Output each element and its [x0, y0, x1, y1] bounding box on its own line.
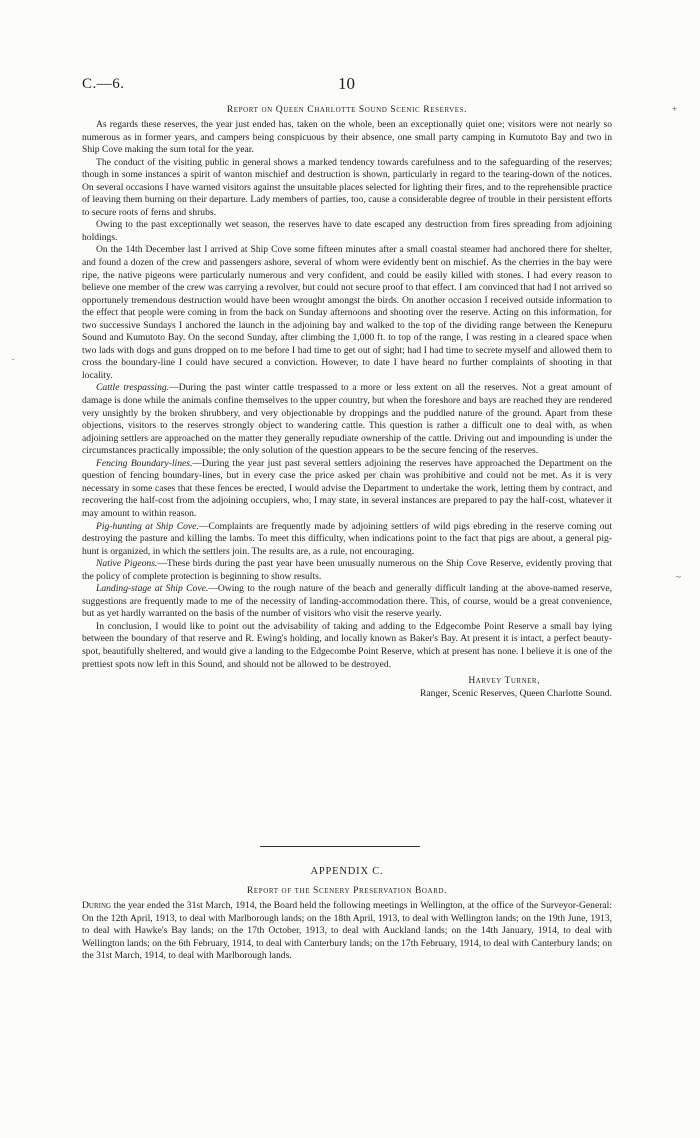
appendix-heading: APPENDIX C. — [310, 866, 384, 877]
paragraph — [82, 382, 612, 457]
paragraph-text: —Complaints are frequently made by adjoining settlers of wild pigs ebreding in the reserve coming out destroying the pasture and killing the lambs. To meet this difficulty, when indications point to the fact that pigs are about, a general pig-hunt is organized, in which the settlers join. The results are, as a rule, not encouraging. — [82, 520, 612, 557]
paragraph: In conclusion, I would like to point out the advisability of taking and adding to the Edgecombe Point Reserve a small bay lying between the boundary of that reserve and R. Ewing's holding, and locally known as Baker's Bay. At present it is intact, a perfect beauty-spot, beautifully sheltered, and would give a landing to the Edgecombe Point Reserve, which at present has none. I believe it is one of the prettiest spots now left in this Sound, and should not be allowed to be destroyed. — [82, 620, 612, 670]
paragraph — [82, 558, 612, 583]
ranger-report — [82, 105, 612, 700]
margin-mark: ~ — [676, 572, 681, 582]
paragraph: The conduct of the visiting public in general shows a marked tendency towards carefulness and to the safeguarding of the reserves; though in some instances a spirit of wanton mischief and destruction is shown, particularly in regard to the tearing-down of the notices. On several occasions I have warned visitors against the unsuitable places selected for lighting their fires, and to the reprehensible practice of leaving them burning on their departure. Lady members of parties, too, cause a considerable degree of trouble in their persistent efforts to secure roots of ferns and shrubs. — [82, 156, 612, 218]
first-word: During — [82, 900, 112, 911]
page-number: 10 — [338, 74, 355, 93]
paragraph-lead: Fencing Boundary-lines. — [96, 457, 193, 469]
appendix-title: Report of the Scenery Preservation Board. — [246, 886, 448, 896]
paragraph-text: —Owing to the rough nature of the beach and generally difficult landing at the above-named reserve, suggestions are frequently made to me of the necessity of landing-accommodation there. This, of course, would be a great convenience, but as yet hardly warranted on the basis of the number of visitors who visit the reserve yearly. — [82, 583, 613, 620]
appendix-section — [82, 866, 612, 963]
signature-name: Harvey Turner, — [468, 675, 540, 687]
paragraph-text: —During the year just past several settlers adjoining the reserves have approached the Department on the question of fencing boundary-lines, but in every case the price asked per chain was prohibitive and could not be met. As it is very necessary in some cases that these fences be erected, I would advise the Department to undertake the work, letting them by contract, and recovering the half-cost from the adjoining occupiers, who, I may state, in several instances are prepared to pay the half-cost, whatever it may amount to within reason. — [82, 457, 612, 519]
signature — [82, 674, 612, 700]
paragraph: On the 14th December last I arrived at Ship Cove some fifteen minutes after a small coastal steamer had anchored there for shelter, and found a dozen of the crew and passengers ashore, several of whom were evidently bent on mischief. As the cherries in the bay were ripe, the native pigeons were particularly numerous and very confident, and could be easily killed with stones. I had every reason to believe one member of the crew was carrying a revolver, but could not secure proof to that effect. I am convinced that had I not arrived so opportunely tremendous destruction would have been wrought amongst the birds. On another occasion I received outside information to the effect that people were coming in from the back on Sunday afternoons and shooting over the reserve. Acting on this information, for two successive Sundays I anchored the launch in the adjoining bay and walked to the top of the dividing range between the Kenepuru Sound and Kumutoto Bay. On the second Sunday, after climbing the 1,000 ft. to top of the range, I was resting in a cleared space when two lads with dogs and guns dropped on to me before I had time to get out of sight; had I had time to secrete myself and allowed them to cross the boundary-line I could have secured a conviction. However, to date I have heard no further complaints of shooting in that locality. — [82, 244, 612, 381]
paragraph: Owing to the past exceptionally wet season, the reserves have to date escaped any destruction from fires spreading from adjoining holdings. — [82, 219, 612, 243]
paragraph — [82, 900, 612, 963]
paragraph-lead: Native Pigeons. — [96, 558, 158, 570]
margin-mark: + — [672, 104, 678, 114]
paragraph-text: —These birds during the past year have been unusually numerous on the Ship Cove Reserve, evidently proving that the policy of complete protection is beginning to show results. — [82, 558, 612, 582]
signature-title: Ranger, Scenic Reserves, Queen Charlotte Sound. — [420, 688, 612, 700]
paragraph: As regards these reserves, the year just ended has, taken on the whole, been an exceptionally quiet one; visitors were not nearly so numerous as in former years, and campers being conspicuous by their absence, one small party camping in Kumutoto Bay and two in Ship Cove making the sum total for the year. — [82, 119, 612, 156]
paragraph-text: —During the past winter cattle trespassed to a more or less extent on all the reserves. Not a great amount of damage is done while the animals confine themselves to the upper country, but when the foreshore and bays are reached they are rendered very unsightly by the broken shrubbery, and very objectionable by droppings and the puddled nature of the ground. Apart from these objections, visitors to the reserves strongly object to wandering cattle. This question is rather a difficult one to deal with, as when adjoining settlers are approached on the matter they generally repudiate ownership of the cattle. Driving out and impounding is under the circumstances practically impossible; the only solution of the question appears to be the secure fencing of the reserves. — [82, 382, 612, 457]
margin-mark: . — [12, 352, 15, 362]
paragraph-lead: Pig-hunting at Ship Cove. — [96, 520, 199, 532]
paragraph — [82, 521, 612, 559]
document-reference: C.—6. — [82, 76, 125, 92]
report-title: Report on Queen Charlotte Sound Scenic Reserves. — [226, 105, 468, 115]
paragraph-text: the year ended the 31st March, 1914, the Board held the following meetings in Wellington, at the office of the Surveyor-General: On the 12th April, 1913, to deal with Marlborough lands; on the 18th April, 1913, to deal with Wellington lands; on the 19th June, 1913, to deal with Hawke's Bay lands; on the 17th October, 1913, to deal with Auckland lands; on the 14th January, 1914, to deal with Wellington lands; on the 6th February, 1914, to deal with Canterbury lands; on the 17th February, 1914, to deal with Canterbury lands; on the 31st March, 1914, to deal with Marlborough lands. — [82, 900, 612, 962]
paragraph — [82, 583, 612, 621]
paragraph-lead: Landing-stage at Ship Cove. — [96, 583, 209, 595]
paragraph-lead: Cattle trespassing. — [96, 382, 170, 394]
section-divider — [260, 846, 420, 847]
paragraph — [82, 458, 612, 521]
